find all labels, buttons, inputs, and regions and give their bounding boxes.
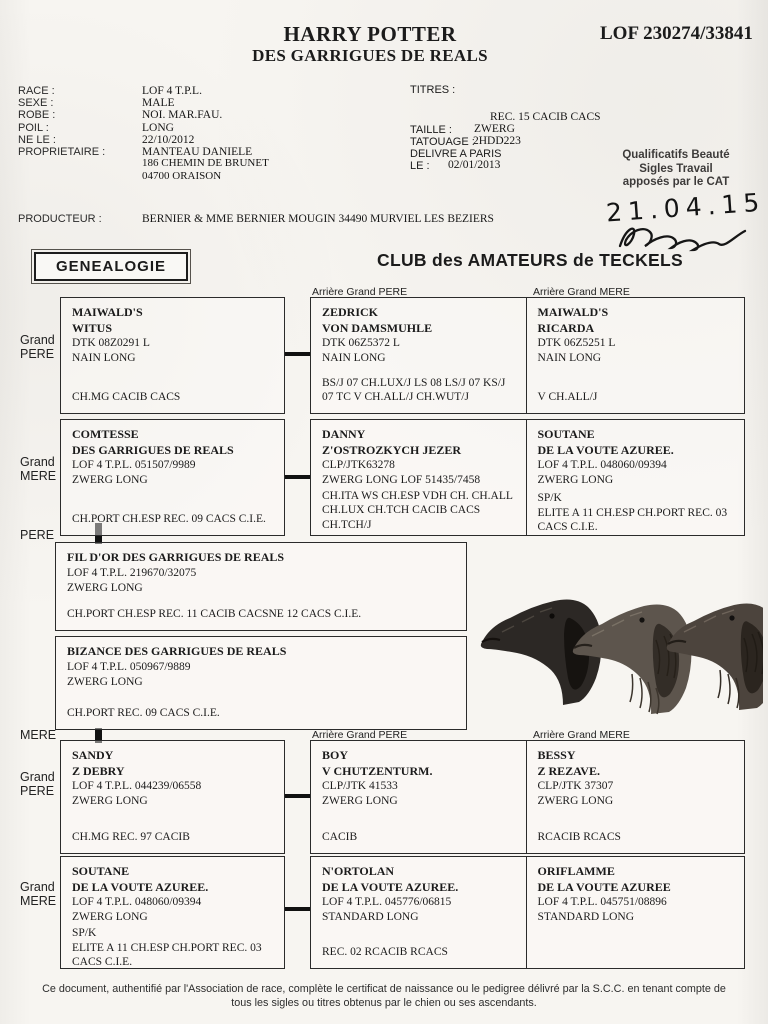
footer-certification-text: [26, 982, 742, 1010]
dachshund-heads-sketch-image: [478, 568, 763, 718]
taille-value: ZWERG: [474, 123, 515, 135]
ancestor-registration: LOF 4 T.P.L. 050967/9889: [67, 660, 191, 673]
identity-row: [18, 108, 252, 120]
ancestor-box-grand-mere-1: [60, 419, 285, 536]
ancestor-box-grand-pere-2: [60, 740, 285, 854]
identity-row: [18, 145, 252, 157]
ancestor-name: SANDY: [72, 748, 114, 762]
field-label-poil: POIL :: [18, 121, 49, 134]
ancestor-registration: CLP/JTK63278: [322, 459, 395, 472]
stamp-line2: Sigles Travail: [639, 162, 713, 175]
ancestor-box-arriere-grand-pere-2: [310, 419, 527, 536]
ancestor-variety: STANDARD LONG: [322, 911, 419, 924]
col-label-arriere-grand-mere-top: Arrière Grand MERE: [533, 286, 630, 298]
ancestor-titles: CH.PORT CH.ESP REC. 11 CACIB CACSNE 12 CACS C.I.E.: [67, 608, 362, 621]
taille-label: TAILLE :: [410, 124, 452, 136]
ancestor-box-arriere-grand-pere-1: [310, 297, 527, 414]
ancestor-titles: ELITE A 11 CH.ESP CH.PORT REC. 03 CACS C.I.E.: [72, 941, 262, 969]
field-value-nele: 22/10/2012: [142, 133, 195, 146]
ancestor-name: SOUTANE: [537, 427, 595, 441]
handwritten-date: 21.04.15: [605, 187, 767, 228]
stamp-line1: Qualificatifs Beauté: [622, 149, 730, 161]
ancestor-variety: STANDARD LONG: [537, 911, 635, 924]
ancestor-registration: DTK 08Z0291 L: [72, 337, 150, 350]
ancestor-box-grand-pere-1: [60, 297, 285, 414]
ancestor-name: MAIWALD'S: [72, 305, 143, 319]
field-value-race: LOF 4 T.P.L.: [142, 85, 202, 97]
ancestor-registration: LOF 4 T.P.L. 048060/09394: [72, 896, 202, 909]
ancestor-name: BESSY: [537, 748, 576, 762]
ancestor-name: Z'OSTROZKYCH JEZER: [322, 442, 462, 457]
ancestor-name: BIZANCE DES GARRIGUES DE REALS: [67, 644, 287, 658]
ancestor-name: VON DAMSMUHLE: [322, 320, 433, 335]
ancestor-name: DE LA VOUTE AZUREE.: [322, 879, 459, 894]
ancestor-name: Z REZAVE.: [537, 763, 600, 778]
ancestor-name: ORIFLAMME: [537, 864, 615, 878]
row-label-grand-pere-2: Grand PERE: [20, 770, 55, 798]
col-label-arriere-grand-pere-top: Arrière Grand PERE: [312, 286, 408, 298]
ancestor-titles: BS/J 07 CH.LUX/J LS 08 LS/J 07 KS/J 07 TC V CH.ALL/J CH.WUT/J: [322, 376, 506, 404]
ancestor-box-arriere-grand-pere-4: [310, 856, 527, 969]
ancestor-box-mere: [55, 636, 467, 730]
field-value-proprietaire: MANTEAU DANIELE: [142, 145, 253, 158]
ancestor-name: V CHUTZENTURM.: [322, 763, 433, 778]
ancestor-variety: ZWERG LONG: [72, 911, 148, 924]
field-value-robe: NOI. MAR.FAU.: [142, 109, 223, 122]
identity-row: [18, 96, 252, 108]
ancestor-name: DE LA VOUTE AZUREE.: [537, 442, 674, 457]
stamp-line3: apposés par le CAT: [622, 176, 730, 188]
ancestor-titles: CH.MG REC. 97 CACIB: [72, 831, 190, 844]
ancestor-titles: CACIB: [322, 831, 358, 844]
ancestor-box-arriere-grand-mere-3: [526, 740, 745, 854]
ancestor-registration: DTK 06Z5251 L: [537, 337, 616, 350]
lof-registration-number: LOF 230274/33841: [600, 23, 753, 44]
ancestor-name: DE LA VOUTE AZUREE.: [72, 879, 209, 894]
ancestor-name: ZEDRICK: [322, 305, 379, 319]
ancestor-titles: RCACIB RCACS: [537, 831, 621, 844]
le-value: 02/01/2013: [448, 159, 501, 171]
field-value-poil: LONG: [142, 121, 174, 134]
kennel-name-title: DES GARRIGUES DE REALS: [252, 46, 488, 65]
producteur-value: BERNIER & MME BERNIER MOUGIN 34490 MURVIEL LES BEZIERS: [142, 213, 494, 225]
row-label-grand-mere-2: Grand MERE: [20, 880, 57, 908]
ancestor-variety: ZWERG LONG: [537, 795, 614, 808]
ancestor-variety: ZWERG LONG: [72, 795, 148, 808]
dog-name-title: HARRY POTTER: [283, 22, 457, 46]
ancestor-box-pere: [55, 542, 467, 631]
ancestor-name: SOUTANE: [72, 864, 130, 878]
row-label-mere: MERE: [20, 728, 57, 742]
connector-line: [285, 907, 310, 911]
ancestor-variety: ZWERG LONG: [72, 474, 148, 487]
ancestor-variety: ZWERG LONG: [67, 675, 143, 688]
ancestor-box-arriere-grand-mere-4: [526, 856, 745, 969]
ancestor-registration: LOF 4 T.P.L. 219670/32075: [67, 566, 197, 579]
ancestor-name: DANNY: [322, 427, 366, 441]
owner-address-line1: 186 CHEMIN DE BRUNET: [142, 157, 269, 169]
ancestor-titles: V CH.ALL/J: [537, 391, 598, 404]
ancestor-name: Z DEBRY: [72, 763, 125, 778]
col-label-arriere-grand-pere-bottom: Arrière Grand PERE: [312, 729, 408, 741]
field-label-nele: NE LE :: [18, 133, 56, 146]
ancestor-titles: CH.PORT REC. 09 CACS C.I.E.: [67, 707, 220, 720]
ancestor-name: COMTESSE: [72, 427, 139, 441]
ancestor-variety: NAIN LONG: [72, 352, 136, 365]
ancestor-box-grand-mere-2: [60, 856, 285, 969]
ancestor-name: MAIWALD'S: [537, 305, 609, 319]
owner-address-line2: 04700 ORAISON: [142, 170, 222, 182]
field-label-proprietaire: PROPRIETAIRE :: [18, 145, 106, 158]
ancestor-name: WITUS: [72, 320, 113, 335]
identity-row: [18, 121, 252, 133]
ancestor-variety: NAIN LONG: [537, 352, 602, 365]
row-label-pere: PERE: [20, 528, 55, 542]
col-label-arriere-grand-mere-bottom: Arrière Grand MERE: [533, 729, 630, 741]
producteur-label: PRODUCTEUR :: [18, 213, 102, 225]
ancestor-name: RICARDA: [537, 320, 595, 335]
connector-line: [285, 475, 310, 479]
ancestor-box-arriere-grand-mere-2: [526, 419, 745, 536]
ancestor-registration: LOF 4 T.P.L. 045776/06815: [322, 896, 452, 909]
ancestor-variety: ZWERG LONG: [67, 581, 143, 594]
ancestor-variety: ZWERG LONG LOF 51435/7458: [322, 474, 481, 487]
ancestor-titles: CH.ITA WS CH.ESP VDH CH. CH.ALL CH.LUX CH.TCH CACIB CACS CH.TCH/J: [322, 489, 513, 531]
ancestor-name: DE LA VOUTE AZUREE: [537, 879, 671, 894]
ancestor-titles: CH.MG CACIB CACS: [72, 391, 181, 404]
genealogie-section-label: GENEALOGIE: [34, 252, 188, 281]
footer-line1: Ce document, authentifié par l'Association de race, complète le certificat de naissance ou le pedigree délivré par la S.C.C. en tenant compte de: [42, 983, 726, 995]
rec-titles-line: REC. 15 CACIB CACS: [490, 111, 601, 123]
tatouage-label: TATOUAGE :: [410, 136, 475, 148]
ancestor-variety: ZWERG LONG: [322, 795, 398, 808]
ancestor-variety: NAIN LONG: [322, 352, 386, 365]
le-label: LE :: [410, 160, 430, 172]
ancestor-box-arriere-grand-pere-3: [310, 740, 527, 854]
ancestor-name: DES GARRIGUES DE REALS: [72, 442, 234, 457]
ancestor-titles: REC. 02 RCACIB RCACS: [322, 946, 448, 959]
delivre-line: DELIVRE A PARIS: [410, 148, 502, 160]
ancestor-registration: LOF 4 T.P.L. 051507/9989: [72, 459, 196, 472]
ancestor-registration: CLP/JTK 41533: [322, 780, 398, 793]
titres-label: TITRES :: [410, 84, 456, 96]
ancestor-extra: SP/K: [537, 491, 562, 504]
ancestor-name: BOY: [322, 748, 349, 762]
row-label-grand-pere-1: Grand PERE: [20, 333, 55, 361]
ancestor-registration: LOF 4 T.P.L. 044239/06558: [72, 780, 202, 793]
field-value-sexe: MALE: [142, 97, 175, 110]
connector-line: [285, 352, 310, 356]
ancestor-registration: LOF 4 T.P.L. 045751/08896: [537, 896, 667, 909]
ancestor-extra: SP/K: [72, 926, 97, 939]
identity-row: [18, 84, 252, 96]
ancestor-name: FIL D'OR DES GARRIGUES DE REALS: [67, 550, 285, 564]
ancestor-registration: CLP/JTK 37307: [537, 780, 614, 793]
producteur-row: [18, 209, 494, 227]
field-label-robe: ROBE :: [18, 109, 56, 122]
row-label-grand-mere-1: Grand MERE: [20, 455, 57, 483]
club-title: CLUB des AMATEURS de TECKELS: [377, 250, 683, 270]
field-label-sexe: SEXE :: [18, 97, 54, 110]
ancestor-titles: CH.PORT CH.ESP REC. 09 CACS C.I.E.: [72, 513, 266, 526]
cat-stamp: [598, 149, 754, 190]
field-label-race: RACE :: [18, 85, 55, 97]
connector-line: [285, 794, 310, 798]
ancestor-variety: ZWERG LONG: [537, 474, 614, 487]
ancestor-titles: ELITE A 11 CH.ESP CH.PORT REC. 03 CACS C.I.E.: [537, 506, 728, 534]
identity-row: [18, 133, 252, 145]
footer-line2: tous les sigles ou titres obtenus par le chien ou ses ascendants.: [231, 997, 537, 1009]
tatouage-value: 2HDD223: [473, 135, 521, 147]
identity-block: [18, 84, 252, 157]
ancestor-box-arriere-grand-mere-1: [526, 297, 745, 414]
ancestor-registration: LOF 4 T.P.L. 048060/09394: [537, 459, 667, 472]
ancestor-registration: DTK 06Z5372 L: [322, 337, 400, 350]
ancestor-name: N'ORTOLAN: [322, 864, 395, 878]
